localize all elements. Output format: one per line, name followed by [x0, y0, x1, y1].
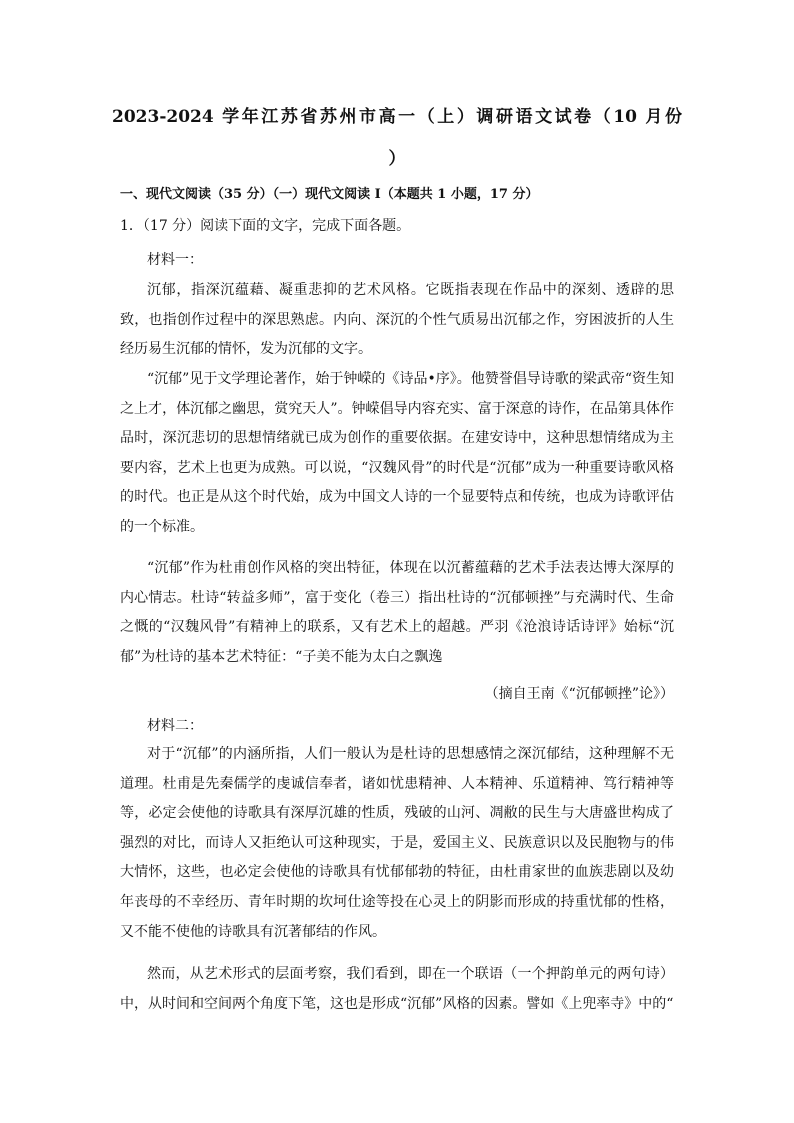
material-one-paragraph: “沉郁”作为杜甫创作风格的突出特征，体现在以沉蓄蕴藉的艺术手法表达博大深厚的内心情志。杜诗“转益多师”，富于变化（卷三）指出杜诗的“沉郁顿挫”与充满时代、生命之慨的“汉魏风骨”有精神上的联系，又有艺术上的超越。严羽《沧浪诗话诗评》始标“沉郁”为杜诗的基本艺术特征：“子美不能为太白之飘逸	[120, 560, 674, 665]
material-two-paragraph: 对于“沉郁”的内涵所指，人们一般认为是杜诗的思想感情之深沉郁结，这种理解不无道理。杜甫是先秦儒学的虔诚信奉者，诸如忧患精神、人本精神、乐道精神、笃行精神等等，必定会使他的诗歌具有深厚沉雄的性质，残破的山河、凋敝的民生与大唐盛世构成了强烈的对比，而诗人又拒绝认可这种现实，于是，爱国主义、民族意识以及民胞物与的伟大情怀，这些，也必定会使他的诗歌具有忧郁郁勃的特征，由杜甫家世的血族悲剧以及幼年丧母的不幸经历、青年时期的坎坷仕途等投在心灵上的阴影而形成的持重忧郁的性格，又不能不使他的诗歌具有沉著郁结的作风。	[120, 746, 674, 940]
material-two-paragraph: 然而，从艺术形式的层面考察，我们看到，即在一个联语（一个押韵单元的两句诗）中，从时间和空间两个角度下笔，这也是形成“沉郁”风格的因素。譬如《上兜率寺》中的“	[120, 966, 674, 1012]
material-one-paragraph: “沉郁”见于文学理论著作，始于钟嵘的《诗品•序》。他赞誉倡导诗歌的梁武帝“资生知之上才，体沉郁之幽思，赏究天人”。钟嵘倡导内容充实、富于深意的诗作，在品第具体作品时，深沉悲切的思想情绪就已成为创作的重要依据。在建安诗中，这种思想情绪成为主要内容，艺术上也更为成熟。可以说，“汉魏风骨”的时代是“沉郁”成为一种重要诗歌风格的时代。也正是从这个时代始，成为中国文人诗的一个显要特点和传统，也成为诗歌评估的一个标准。	[120, 371, 674, 535]
material-one-paragraph: 沉郁，指深沉蕴藉、凝重悲抑的艺术风格。它既指表现在作品中的深刻、透辟的思致，也指创作过程中的深思熟虑。内向、深沉的个性气质易出沉郁之作，穷困波折的人生经历易生沉郁的情怀，发为沉郁的文字。	[120, 282, 674, 358]
material-two-label: 材料二：	[147, 718, 203, 734]
material-one-citation: （摘自王南《“沉郁顿挫”论》）	[484, 686, 674, 702]
exam-title: 2023-2024 学年江苏省苏州市高一（上）调研语文试卷（10 月份	[112, 107, 682, 127]
exam-title-continuation: ）	[388, 149, 406, 169]
question-intro: 1．（17 分）阅读下面的文字，完成下面各题。	[120, 218, 411, 234]
material-one-label: 材料一：	[147, 252, 203, 268]
section-heading: 一、现代文阅读（35 分）（一）现代文阅读 I（本题共 1 小题，17 分）	[120, 187, 539, 202]
